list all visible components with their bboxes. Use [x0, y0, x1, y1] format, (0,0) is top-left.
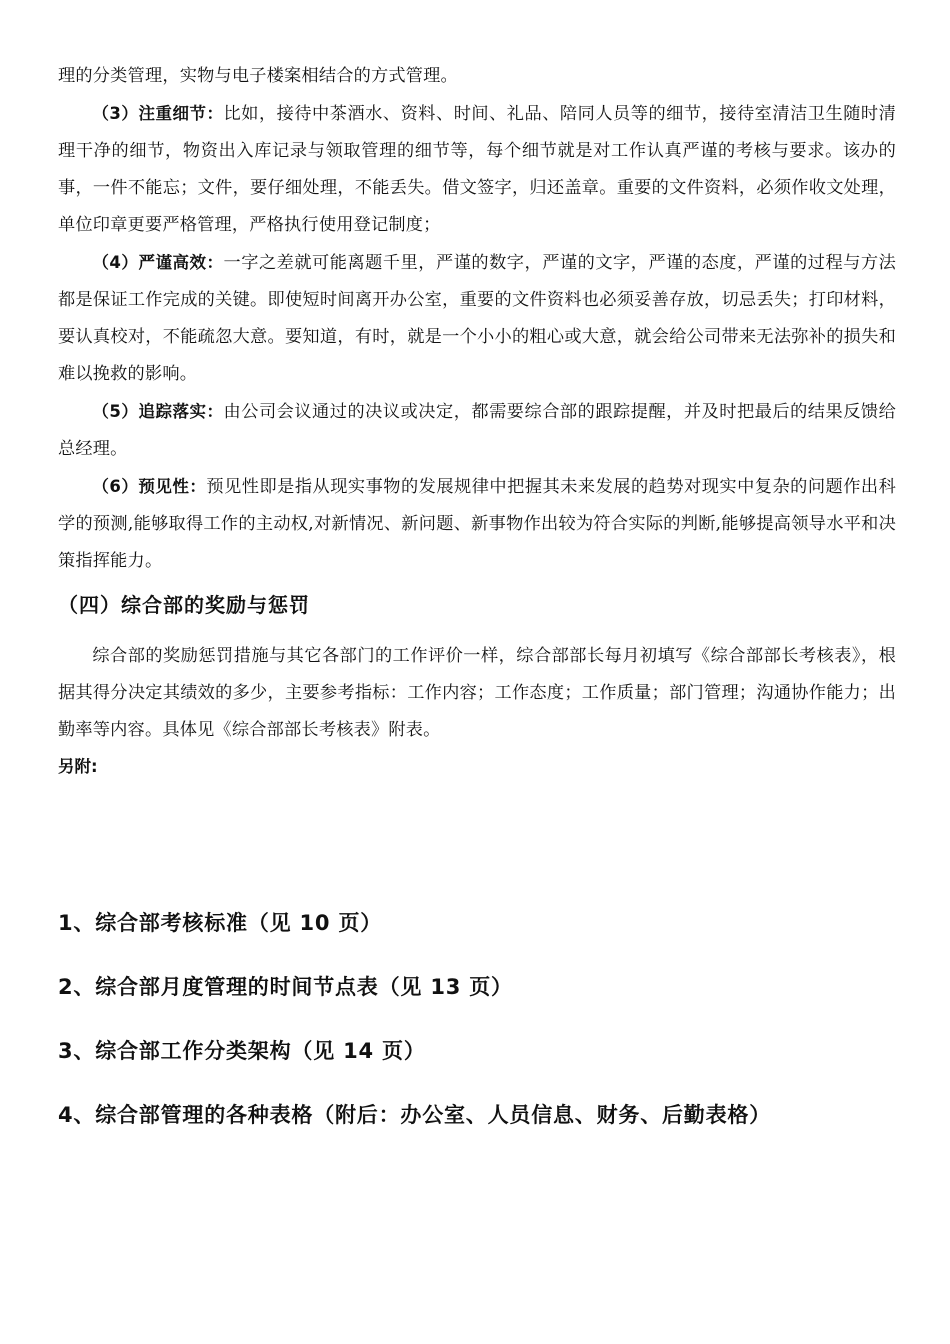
item-body: 预见性即是指从现实事物的发展规律中把握其未来发展的趋势对现实中复杂的问题作出科学的预测,能够取得工作的主动权,对新情况、新问题、新事物作出较为符合实际的判断,能够提高领导水平和决策指挥能力。: [58, 477, 896, 571]
attachment-item: 1、综合部考核标准（见 10 页）: [58, 911, 383, 935]
section-heading: （四）综合部的奖励与惩罚: [58, 593, 310, 617]
item-paragraph: [58, 95, 896, 244]
continuation-paragraph: 理的分类管理，实物与电子楼案相结合的方式管理。: [58, 66, 458, 86]
attachment-item: 3、综合部工作分类架构（见 14 页）: [58, 1039, 426, 1063]
item-body: 比如，接待中茶酒水、资料、时间、礼品、陪同人员等的细节，接待室清洁卫生随时清理干净的细节，物资出入库记录与领取管理的细节等，每个细节就是对工作认真严谨的考核与要求。该办的事，一件不能忘；文件，要仔细处理，不能丢失。借文签字，归还盖章。重要的文件资料，必须作收文处理，单位印章更要严格管理，严格执行使用登记制度；: [58, 104, 897, 235]
attachment-item: 2、综合部月度管理的时间节点表（见 13 页）: [58, 975, 513, 999]
item-paragraph: [58, 468, 896, 580]
item-number: （5）: [92, 402, 139, 421]
item-paragraph: [58, 393, 896, 468]
item-body: 一字之差就可能离题千里，严谨的数字，严谨的文字，严谨的态度，严谨的过程与方法都是保证工作完成的关键。即使短时间离开办公室，重要的文件资料也必须妥善存放，切忌丢失；打印材料，要认真校对，不能疏忽大意。要知道，有时，就是一个小小的粗心或大意，就会给公司带来无法弥补的损失和难以挽救的影响。: [58, 253, 897, 384]
item-heading: 追踪落实：: [138, 402, 224, 421]
item-body: 由公司会议通过的决议或决定，都需要综合部的跟踪提醒，并及时把最后的结果反馈给总经理。: [58, 402, 897, 459]
item-heading: 严谨高效：: [138, 253, 224, 272]
attachment-item: 4、综合部管理的各种表格（附后：办公室、人员信息、财务、后勤表格）: [58, 1103, 772, 1127]
item-list: [58, 95, 896, 580]
item-paragraph: [58, 244, 896, 393]
appendix-label: 另附:: [58, 757, 98, 776]
item-number: （4）: [92, 253, 139, 272]
item-heading: 注重细节：: [138, 104, 224, 123]
item-heading: 预见性：: [138, 477, 207, 496]
item-number: （6）: [92, 477, 139, 496]
section-body: 综合部的奖励惩罚措施与其它各部门的工作评价一样，综合部部长每月初填写《综合部部长考核表》，根据其得分决定其绩效的多少，主要参考指标：工作内容；工作态度；工作质量；部门管理；沟通协作能力；出勤率等内容。具体见《综合部部长考核表》附表。: [58, 646, 896, 740]
item-number: （3）: [92, 104, 139, 123]
